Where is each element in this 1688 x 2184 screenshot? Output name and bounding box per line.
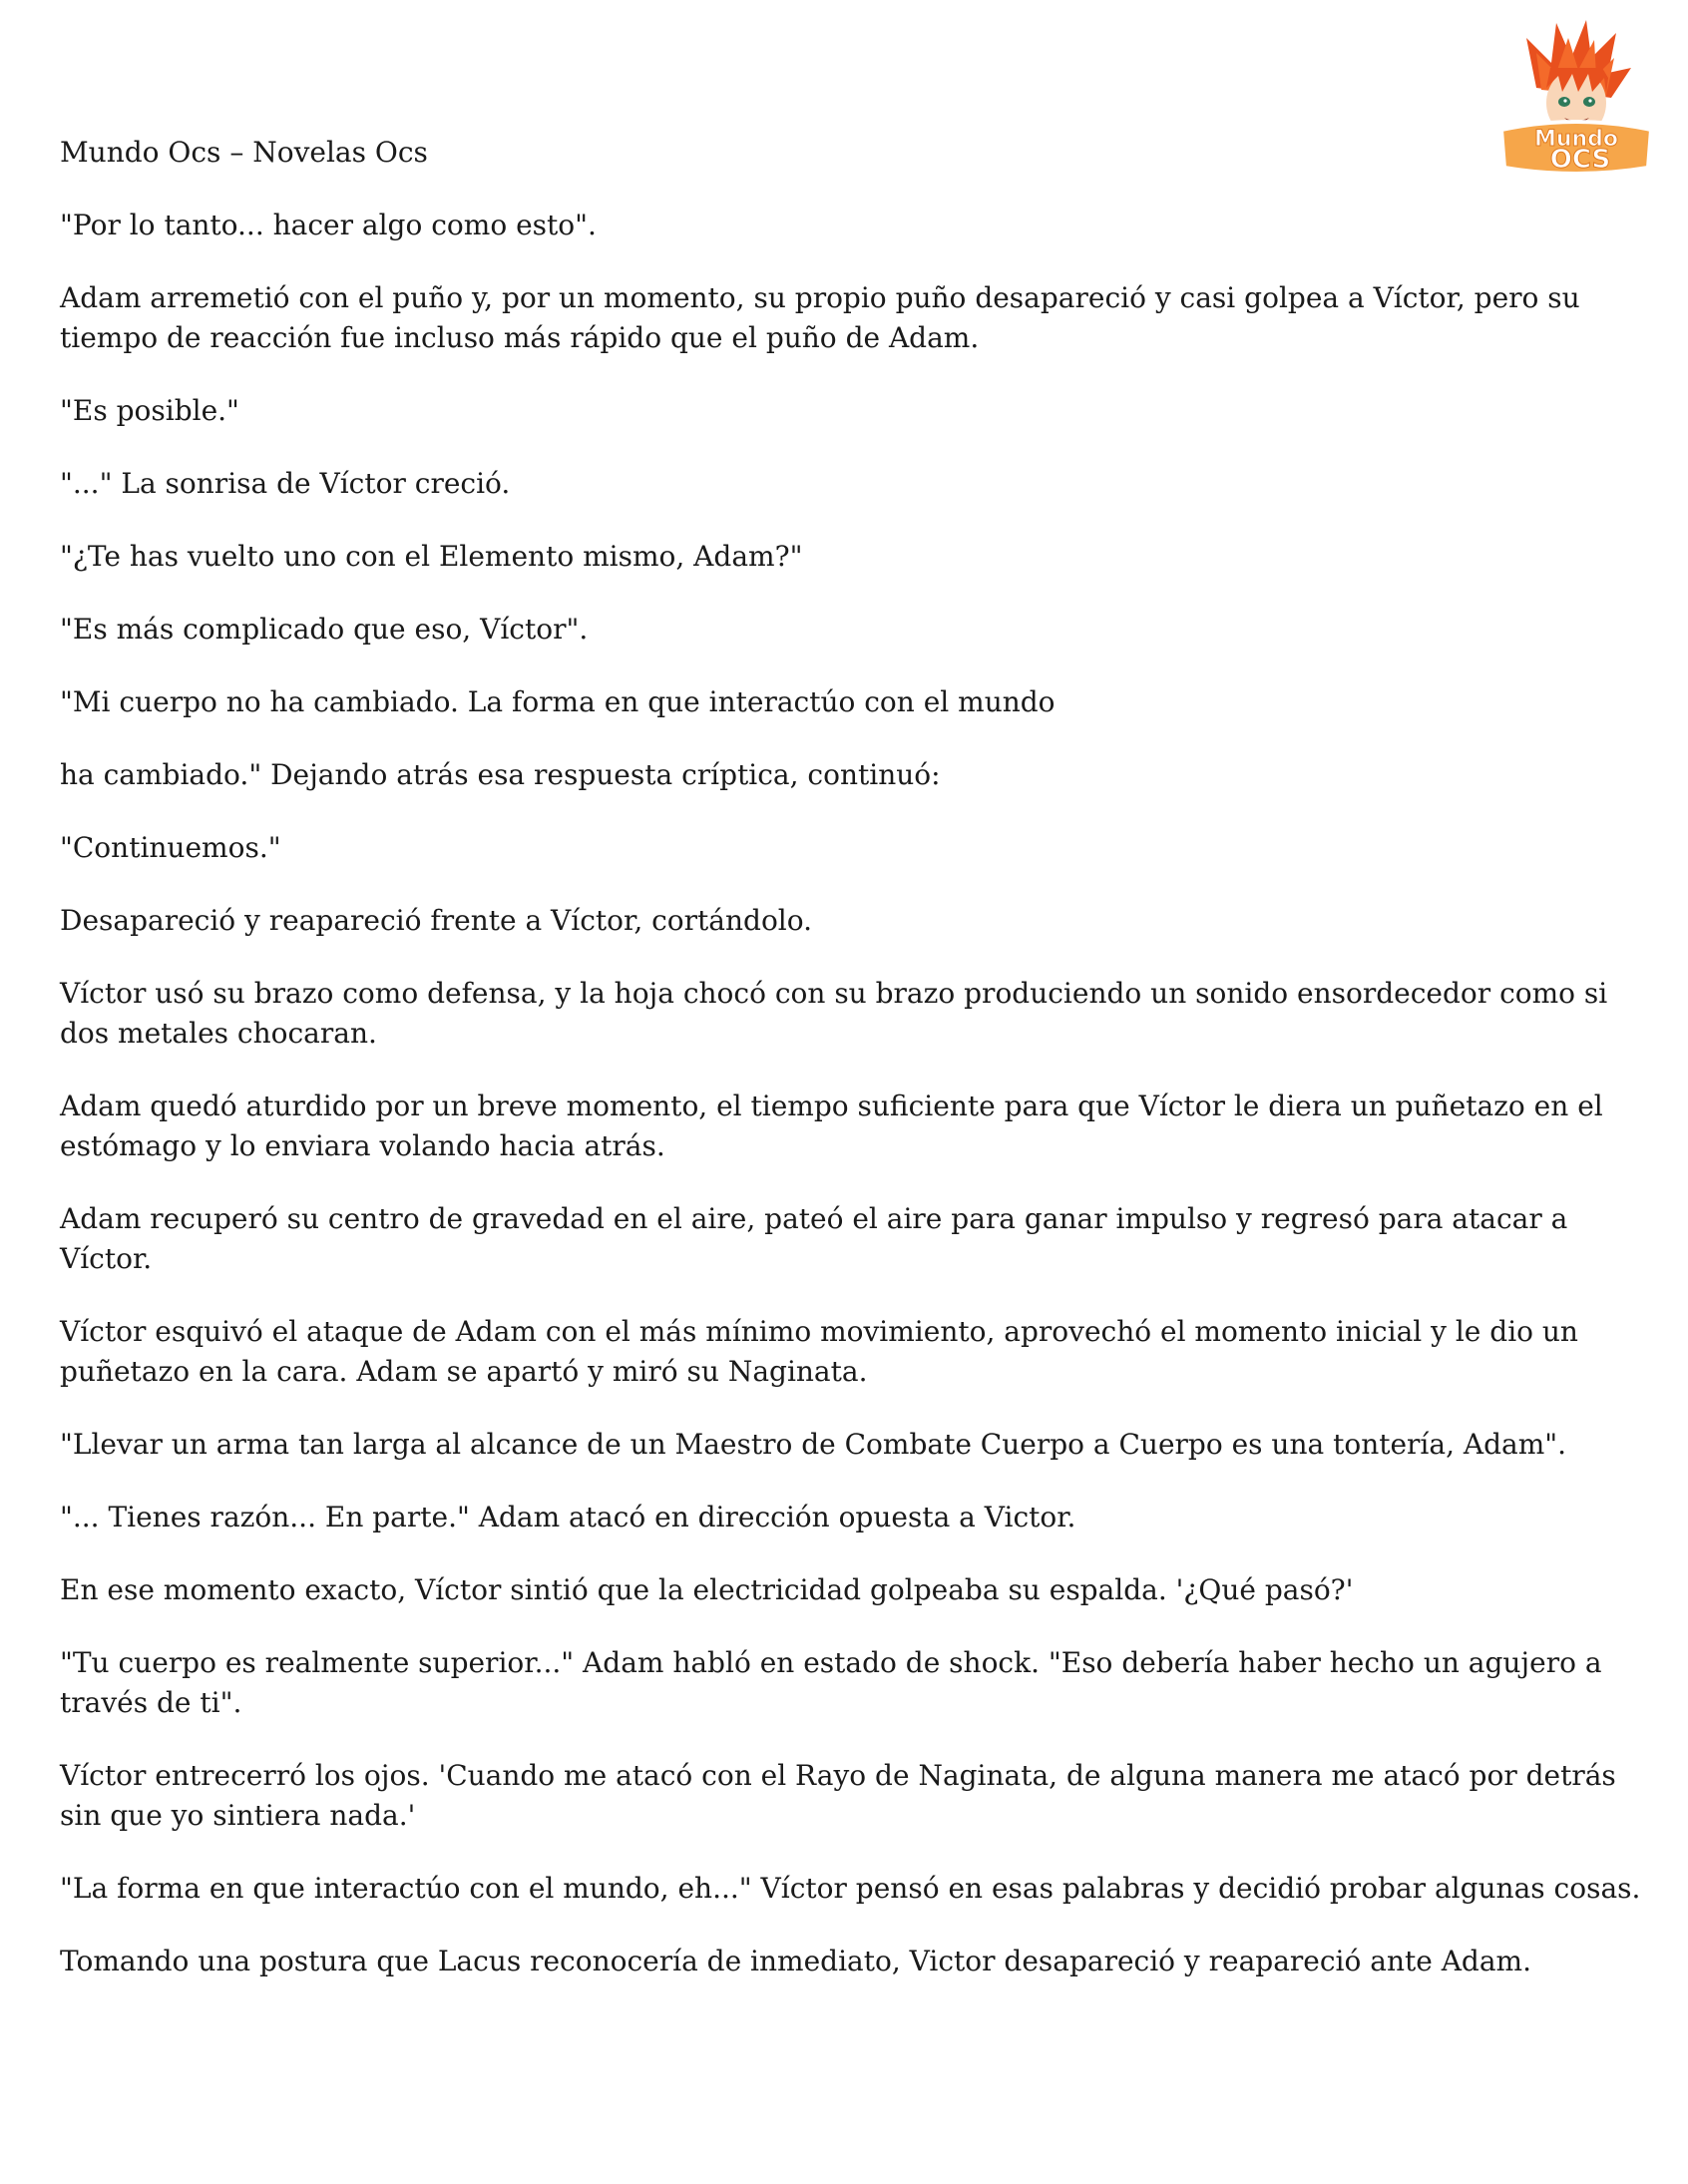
paragraph: "Es más complicado que eso, Víctor". — [60, 613, 589, 646]
paragraph: ha cambiado." Dejando atrás esa respuesta críptica, continuó: — [60, 758, 941, 791]
paragraph: "La forma en que interactúo con el mundo, eh..." Víctor pensó en esas palabras y decidió probar algunas cosas. — [60, 1872, 1641, 1905]
paragraph: "Continuemos." — [60, 831, 281, 864]
paragraph: "¿Te has vuelto uno con el Elemento mismo, Adam?" — [60, 540, 803, 573]
document-body — [60, 206, 1646, 2014]
paragraph: Adam arremetió con el puño y, por un momento, su propio puño desapareció y casi golpea a Víctor, pero su tiempo de reacción fue incluso más rápido que el puño de Adam. — [60, 281, 1580, 354]
paragraph: En ese momento exacto, Víctor sintió que la electricidad golpeaba su espalda. '¿Qué pasó?' — [60, 1573, 1354, 1606]
paragraph: "Llevar un arma tan larga al alcance de un Maestro de Combate Cuerpo a Cuerpo es una tontería, Adam". — [60, 1428, 1567, 1461]
paragraph: Desapareció y reapareció frente a Víctor, cortándolo. — [60, 904, 813, 937]
svg-text:OCS: OCS — [1549, 145, 1611, 175]
paragraph: "Tu cuerpo es realmente superior..." Adam habló en estado de shock. "Eso debería haber hecho un agujero a través de ti". — [60, 1646, 1602, 1719]
document-header-title: Mundo Ocs – Novelas Ocs — [60, 136, 428, 169]
svg-text:Mundo: Mundo — [1533, 127, 1619, 152]
paragraph: "Mi cuerpo no ha cambiado. La forma en que interactúo con el mundo — [60, 685, 1055, 718]
paragraph: Víctor entrecerró los ojos. 'Cuando me atacó con el Rayo de Naginata, de alguna manera me atacó por detrás sin que yo sintiera nada.' — [60, 1759, 1616, 1832]
paragraph: "Es posible." — [60, 394, 239, 427]
paragraph: Víctor esquivó el ataque de Adam con el más mínimo movimiento, aprovechó el momento inicial y le dio un puñetazo en la cara. Adam se apartó y miró su Naginata. — [60, 1315, 1578, 1388]
paragraph: Adam recuperó su centro de gravedad en el aire, pateó el aire para ganar impulso y regresó para atacar a Víctor. — [60, 1202, 1568, 1275]
paragraph: "Por lo tanto... hacer algo como esto". — [60, 209, 597, 241]
paragraph: "..." La sonrisa de Víctor creció. — [60, 467, 511, 500]
paragraph: Adam quedó aturdido por un breve momento, el tiempo suficiente para que Víctor le diera un puñetazo en el estómago y lo enviara volando hacia atrás. — [60, 1090, 1603, 1162]
paragraph: "... Tienes razón... En parte." Adam atacó en dirección opuesta a Victor. — [60, 1501, 1076, 1533]
anime-character-logo-icon — [1496, 18, 1656, 178]
paragraph: Víctor usó su brazo como defensa, y la hoja chocó con su brazo produciendo un sonido ensordecedor como si dos metales chocaran. — [60, 977, 1608, 1050]
paragraph: Tomando una postura que Lacus reconocería de inmediato, Victor desapareció y reapareció ante Adam. — [60, 1945, 1532, 1977]
